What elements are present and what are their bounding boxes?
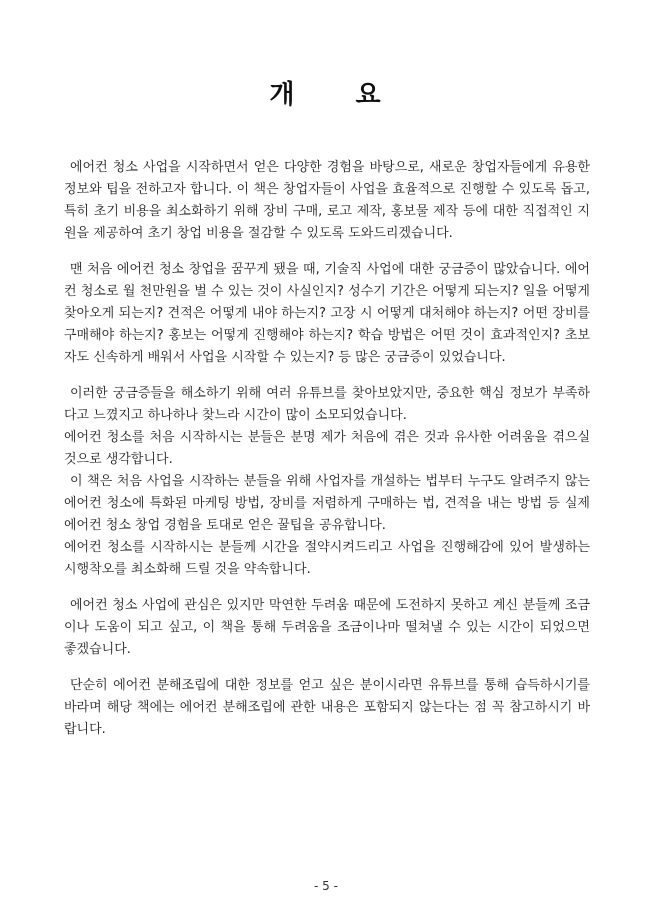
page-title: 개 요 — [269, 80, 383, 110]
page-number: - 5 - — [314, 879, 338, 893]
paragraph-book-content: 이 책은 처음 사업을 시작하는 분들을 위해 사업자를 개설하는 법부터 누구도 알려주지 않는 에어컨 청소에 특화된 마케팅 방법, 장비를 저렴하게 구매하는 법, 견적을 내는 방법 등 실제 에어컨 청소 창업 경험을 토대로 얻은 꿀팁을 공유합니다. — [64, 474, 590, 533]
paragraph-encouragement: 에어컨 청소 사업에 관심은 있지만 막연한 두려움 때문에 도전하지 못하고 계신 분들께 조금이나 도움이 되고 싶고, 이 책을 통해 두려움을 조금이나마 떨쳐낼 수 있는 시간이 되었으면 좋겠습니다. — [64, 598, 590, 657]
paragraph-difficulty: 에어컨 청소를 처음 시작하시는 분들은 분명 제가 처음에 겪은 것과 유사한 어려움을 겪으실 것으로 생각합니다. — [64, 430, 590, 467]
paragraph-questions: 맨 처음 에어컨 청소 창업을 꿈꾸게 됐을 때, 기술직 사업에 대한 궁금증이 많았습니다. 에어컨 청소로 월 천만원을 벌 수 있는 것이 사실인지? 성수기 기간은 어떻게 되는지? 일을 어떻게 찾아오게 되는지? 견적은 어떻게 내야 하는지? 고장 시 어떻게 대처해야 하는지? 어떤 장비를 구매해야 하는지? 홍보는 어떻게 진행해야 하는지? 학습 방법은 어떤 것이 효과적인지? 초보자도 신속하게 배워서 사업을 시작할 수 있는지? 등 많은 궁금증이 있었습니다. — [64, 262, 590, 365]
paragraph-youtube: 이러한 궁금증들을 해소하기 위해 여러 유튜브를 찾아보았지만, 중요한 핵심 정보가 부족하다고 느꼈지고 하나하나 찾느라 시간이 많이 소모되었습니다. — [64, 386, 590, 423]
paragraph-intro: 에어컨 청소 사업을 시작하면서 얻은 다양한 경험을 바탕으로, 새로운 창업자들에게 유용한 정보와 팁을 전하고자 합니다. 이 책은 창업자들이 사업을 효율적으로 진행할 수 있도록 돕고, 특히 초기 비용을 최소화하기 위해 장비 구매, 로고 제작, 홍보물 제작 등에 대한 직접적인 지원을 제공하여 초기 창업 비용을 절감할 수 있도록 도와드리겠습니다. — [64, 160, 590, 241]
paragraph-note: 단순히 에어컨 분해조립에 대한 정보를 얻고 싶은 분이시라면 유튜브를 통해 습득하시기를 바라며 해당 책에는 에어컨 분해조립에 관한 내용은 포함되지 않는다는 점 꼭 참고하시기 바랍니다. — [64, 678, 590, 737]
body-text — [64, 157, 590, 755]
paragraph-promise: 에어컨 청소를 시작하시는 분들께 시간을 절약시켜드리고 사업을 진행해감에 있어 발생하는 시행착오를 최소화해 드릴 것을 약속합니다. — [64, 540, 590, 577]
